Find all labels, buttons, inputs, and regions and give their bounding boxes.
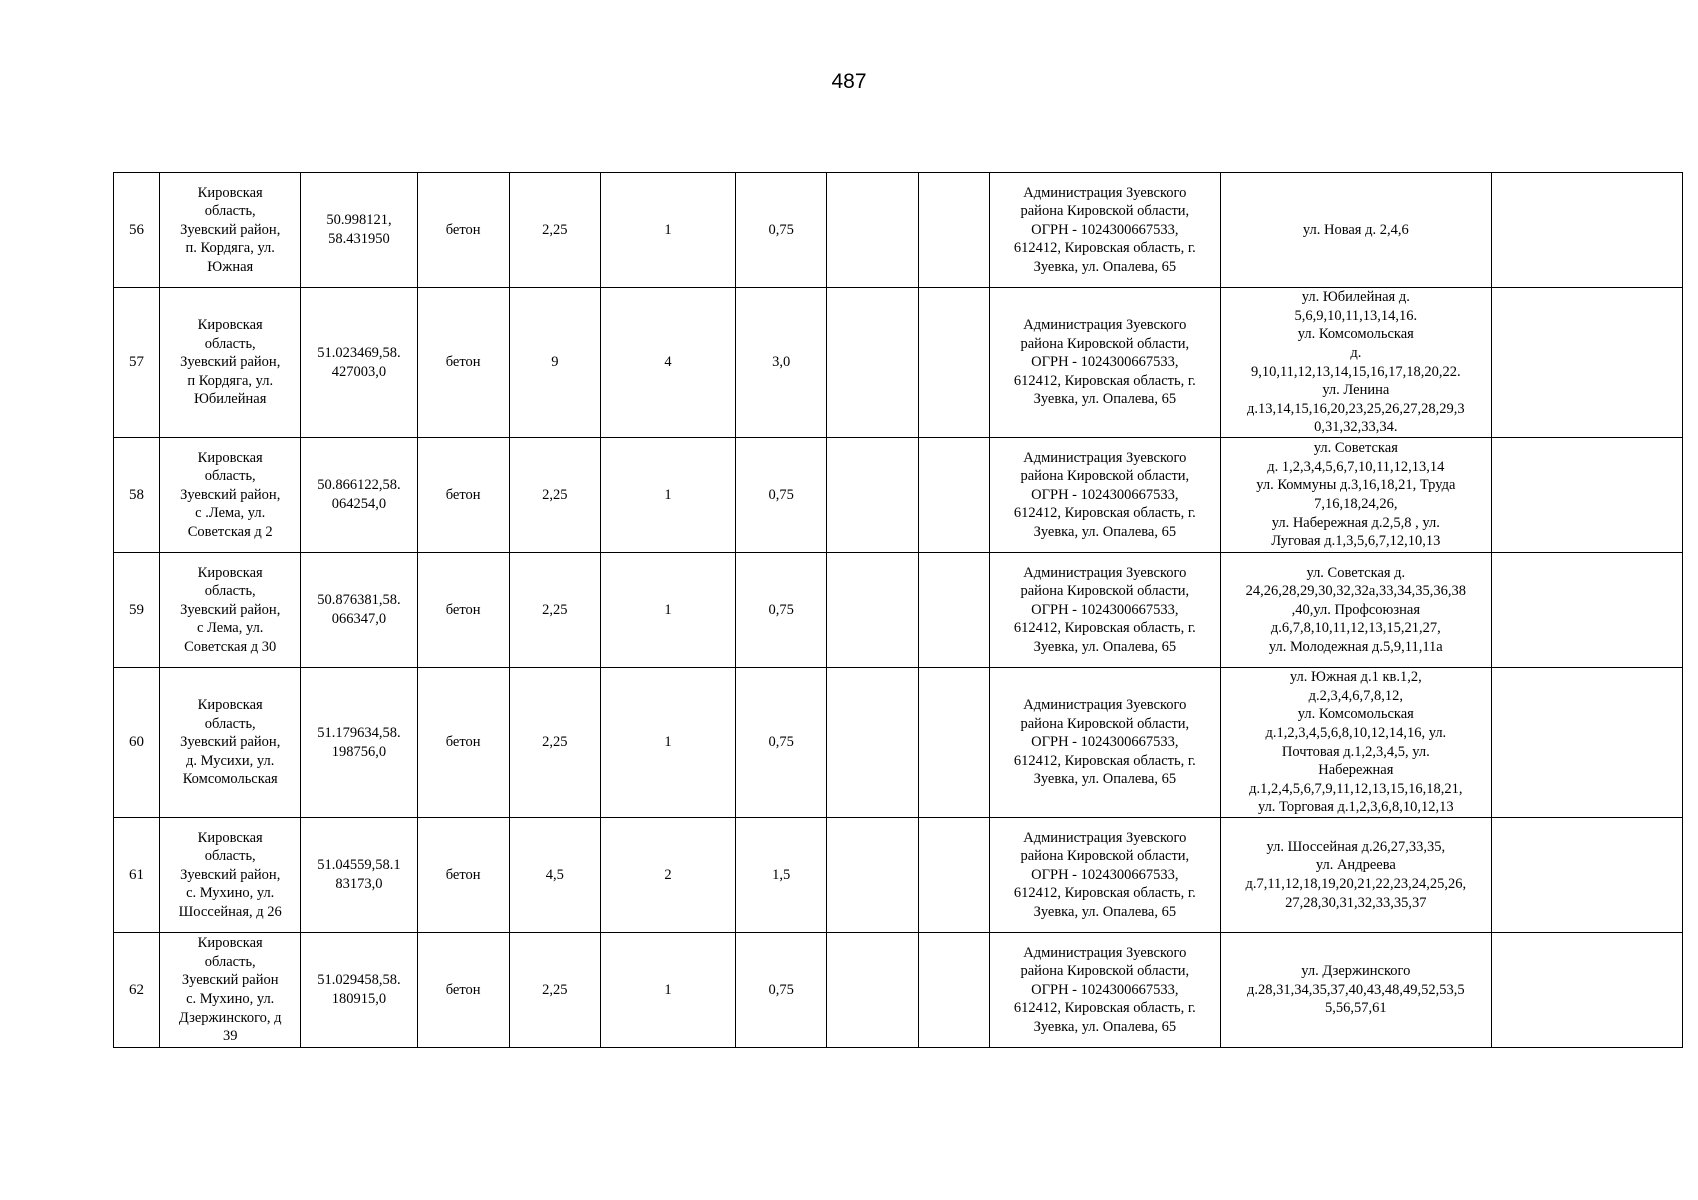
row-number: 58 xyxy=(114,438,160,553)
waste-sources: ул. Новая д. 2,4,6 xyxy=(1221,173,1492,288)
surface-material: бетон xyxy=(417,173,509,288)
container-count: 1 xyxy=(600,553,735,668)
site-owner: Администрация Зуевского района Кировской области, ОГРН - 1024300667533, 612412, Кировская область, г. Зуевка, ул. Опалева, 65 xyxy=(989,553,1220,668)
surface-material: бетон xyxy=(417,288,509,438)
site-area: 2,25 xyxy=(509,668,600,818)
site-area: 9 xyxy=(509,288,600,438)
site-area: 2,25 xyxy=(509,438,600,553)
site-address: Кировская область, Зуевский район, с. Мухино, ул. Шоссейная, д 26 xyxy=(160,818,301,933)
empty-cell xyxy=(827,668,918,818)
site-coordinates: 50.876381,58. 066347,0 xyxy=(301,553,417,668)
row-number: 62 xyxy=(114,933,160,1048)
waste-sources: ул. Юбилейная д. 5,6,9,10,11,13,14,16. ул. Комсомольская д. 9,10,11,12,13,14,15,16,17,18,20,22. ул. Ленина д.13,14,15,16,20,23,25,26,27,28,29,3 0,31,32,33,34. xyxy=(1221,288,1492,438)
site-coordinates: 50.866122,58. 064254,0 xyxy=(301,438,417,553)
site-coordinates: 51.029458,58. 180915,0 xyxy=(301,933,417,1048)
table-row xyxy=(114,288,1683,438)
site-address: Кировская область, Зуевский район с. Мухино, ул. Дзержинского, д 39 xyxy=(160,933,301,1048)
waste-sources: ул. Советская д. 1,2,3,4,5,6,7,10,11,12,13,14 ул. Коммуны д.3,16,18,21, Труда 7,16,18,24,26, ул. Набережная д.2,5,8 , ул. Луговая д.1,3,5,6,7,12,10,13 xyxy=(1221,438,1492,553)
page-number: 487 xyxy=(831,70,867,93)
container-count: 4 xyxy=(600,288,735,438)
container-count: 1 xyxy=(600,668,735,818)
waste-sites-table xyxy=(113,172,1683,1048)
empty-cell xyxy=(918,438,989,553)
container-volume: 0,75 xyxy=(736,553,827,668)
site-area: 2,25 xyxy=(509,933,600,1048)
surface-material: бетон xyxy=(417,933,509,1048)
empty-cell xyxy=(918,668,989,818)
empty-cell xyxy=(1491,818,1682,933)
empty-cell xyxy=(918,173,989,288)
empty-cell xyxy=(827,173,918,288)
waste-sources: ул. Дзержинского д.28,31,34,35,37,40,43,48,49,52,53,5 5,56,57,61 xyxy=(1221,933,1492,1048)
table-row xyxy=(114,818,1683,933)
site-owner: Администрация Зуевского района Кировской области, ОГРН - 1024300667533, 612412, Кировская область, г. Зуевка, ул. Опалева, 65 xyxy=(989,933,1220,1048)
table-row xyxy=(114,668,1683,818)
container-count: 1 xyxy=(600,933,735,1048)
empty-cell xyxy=(1491,438,1682,553)
row-number: 60 xyxy=(114,668,160,818)
site-address: Кировская область, Зуевский район, п Кордяга, ул. Юбилейная xyxy=(160,288,301,438)
container-volume: 0,75 xyxy=(736,933,827,1048)
empty-cell xyxy=(918,288,989,438)
table-row xyxy=(114,933,1683,1048)
waste-sources: ул. Советская д. 24,26,28,29,30,32,32а,33,34,35,36,38 ,40,ул. Профсоюзная д.6,7,8,10,11,12,13,15,21,27, ул. Молодежная д.5,9,11,11а xyxy=(1221,553,1492,668)
container-count: 1 xyxy=(600,173,735,288)
container-volume: 0,75 xyxy=(736,438,827,553)
site-address: Кировская область, Зуевский район, д. Мусихи, ул. Комсомольская xyxy=(160,668,301,818)
site-coordinates: 51.179634,58. 198756,0 xyxy=(301,668,417,818)
site-address: Кировская область, Зуевский район, п. Кордяга, ул. Южная xyxy=(160,173,301,288)
empty-cell xyxy=(1491,668,1682,818)
site-area: 4,5 xyxy=(509,818,600,933)
container-volume: 0,75 xyxy=(736,668,827,818)
table-row xyxy=(114,173,1683,288)
site-coordinates: 50.998121, 58.431950 xyxy=(301,173,417,288)
empty-cell xyxy=(827,438,918,553)
table-row xyxy=(114,438,1683,553)
empty-cell xyxy=(918,553,989,668)
empty-cell xyxy=(827,288,918,438)
surface-material: бетон xyxy=(417,668,509,818)
empty-cell xyxy=(827,553,918,668)
empty-cell xyxy=(827,933,918,1048)
site-owner: Администрация Зуевского района Кировской области, ОГРН - 1024300667533, 612412, Кировская область, г. Зуевка, ул. Опалева, 65 xyxy=(989,288,1220,438)
row-number: 59 xyxy=(114,553,160,668)
container-volume: 0,75 xyxy=(736,173,827,288)
surface-material: бетон xyxy=(417,438,509,553)
empty-cell xyxy=(918,933,989,1048)
surface-material: бетон xyxy=(417,818,509,933)
row-number: 57 xyxy=(114,288,160,438)
site-area: 2,25 xyxy=(509,553,600,668)
site-owner: Администрация Зуевского района Кировской области, ОГРН - 1024300667533, 612412, Кировская область, г. Зуевка, ул. Опалева, 65 xyxy=(989,818,1220,933)
site-area: 2,25 xyxy=(509,173,600,288)
empty-cell xyxy=(1491,933,1682,1048)
table-row xyxy=(114,553,1683,668)
empty-cell xyxy=(1491,553,1682,668)
container-count: 1 xyxy=(600,438,735,553)
waste-sources: ул. Южная д.1 кв.1,2, д.2,3,4,6,7,8,12, ул. Комсомольская д.1,2,3,4,5,6,8,10,12,14,16, ул. Почтовая д.1,2,3,4,5, ул. Набережная д.1,2,4,5,6,7,9,11,12,13,15,16,18,21, ул. Торговая д.1,2,3,6,8,10,12,13 xyxy=(1221,668,1492,818)
site-coordinates: 51.023469,58. 427003,0 xyxy=(301,288,417,438)
container-count: 2 xyxy=(600,818,735,933)
empty-cell xyxy=(1491,173,1682,288)
site-address: Кировская область, Зуевский район, с Лема, ул. Советская д 30 xyxy=(160,553,301,668)
waste-sources: ул. Шоссейная д.26,27,33,35, ул. Андреева д.7,11,12,18,19,20,21,22,23,24,25,26, 27,28,30,31,32,33,35,37 xyxy=(1221,818,1492,933)
site-owner: Администрация Зуевского района Кировской области, ОГРН - 1024300667533, 612412, Кировская область, г. Зуевка, ул. Опалева, 65 xyxy=(989,438,1220,553)
container-volume: 3,0 xyxy=(736,288,827,438)
empty-cell xyxy=(827,818,918,933)
empty-cell xyxy=(918,818,989,933)
container-volume: 1,5 xyxy=(736,818,827,933)
site-address: Кировская область, Зуевский район, с .Лема, ул. Советская д 2 xyxy=(160,438,301,553)
row-number: 61 xyxy=(114,818,160,933)
surface-material: бетон xyxy=(417,553,509,668)
site-owner: Администрация Зуевского района Кировской области, ОГРН - 1024300667533, 612412, Кировская область, г. Зуевка, ул. Опалева, 65 xyxy=(989,173,1220,288)
site-owner: Администрация Зуевского района Кировской области, ОГРН - 1024300667533, 612412, Кировская область, г. Зуевка, ул. Опалева, 65 xyxy=(989,668,1220,818)
site-coordinates: 51.04559,58.1 83173,0 xyxy=(301,818,417,933)
row-number: 56 xyxy=(114,173,160,288)
empty-cell xyxy=(1491,288,1682,438)
